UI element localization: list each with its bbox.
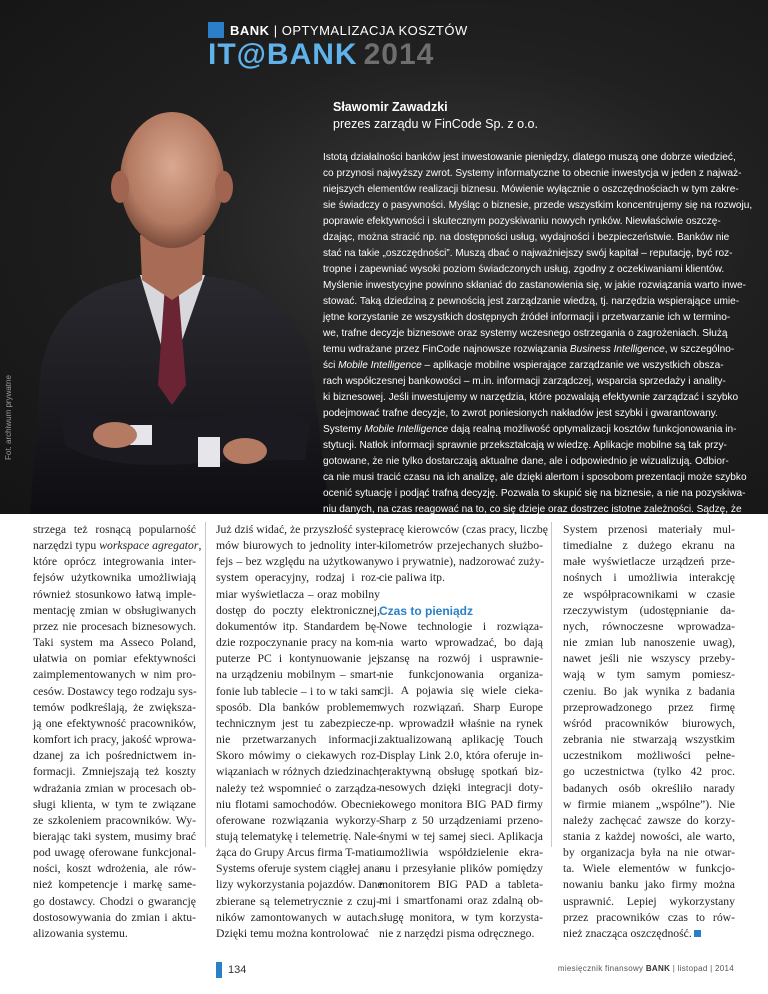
text-line: pod uwagę oferowane funkcjonal- xyxy=(33,846,196,860)
text-line: stują telematykę i telemetrię. Nale- xyxy=(216,829,380,843)
text-line: ze szkoleniem pracowników. Wy- xyxy=(33,813,196,827)
text-line: oferowane rozwiązania wykorzy- xyxy=(216,813,380,827)
quote-line: rach współczesnej bankowości – m.in. informacji zarządczej, wsparcia sprzedaży i anality- xyxy=(323,376,726,387)
text-line: nia warto wprowadzać, bo dają xyxy=(379,635,543,649)
text-line: dostęp do poczty elektronicznej, xyxy=(216,603,380,617)
text-line: puterze PC i kontynuowanie jej xyxy=(216,652,380,666)
text-line: miar wyświetlacza – oraz mobilny xyxy=(216,587,380,601)
text-line: nośnych i umożliwia interakcję xyxy=(563,571,735,585)
text-line: go uczestnictwa (tylko 42 proc. xyxy=(563,765,735,779)
quote-line: dzając, można stracić np. na dostępności usług, wydajności i bezpieczeństwie. Banków nie xyxy=(323,232,730,243)
text-line: śnymi w tej samej sieci. Aplikacja xyxy=(379,829,543,843)
text-line: szansę na rozwój i usprawnie- xyxy=(379,652,543,666)
text-line: pracę kierowców (czas pracy, liczbę xyxy=(379,523,548,536)
quote-line: we, trafne decyzje biznesowe oraz systemy wczesnego ostrzegania o zagrożeniach. Służą xyxy=(323,328,728,339)
quote-line: tropne i zapewniać wysoki poziom świadczonych usług, zgodny z oczekiwaniami klientów. xyxy=(323,264,725,275)
text-line: wiązaniach w różnych dziedzinach, xyxy=(216,765,383,779)
text-line: przez pracowników czas to rów- xyxy=(563,910,735,924)
text-line: wśród pracowników biurowych, xyxy=(563,716,735,730)
magazine-brand: BANK xyxy=(645,964,671,973)
text-line: wo i prywatnie), nadzorować zuży- xyxy=(379,555,545,569)
text-line: alizowania systemu. xyxy=(33,926,128,940)
text-line: badanych osób określiło narady xyxy=(563,781,735,795)
text-line: stania z każdej nowości, ale warto, xyxy=(563,829,735,843)
text-line: kowego monitora BIG PAD firmy xyxy=(379,797,543,811)
quote-line: niejszych elementów realizacji biznesu. Mówienie wyłącznie o oszczędnościach w tym zakre- xyxy=(323,184,739,195)
quote-line: temu wdrażane przez FinCode najnowsze rozwiązania Business Intelligence, w szczególno- xyxy=(323,344,735,355)
quote-line: Myślenie inwestycyjne powinno skłaniać do zastanowienia się, w jakie rozwiązania warto inwe- xyxy=(323,280,747,291)
text-line: lizy wykorzystania pojazdów. Dane xyxy=(216,878,383,892)
quote-line: sie świadczy o pasywności. Myśląc o biznesie, przede wszystkim koncentrujemy się na rozwoju, xyxy=(323,200,753,211)
text-line: zaimplementowanych w nim pro- xyxy=(33,668,196,682)
text-line: usprawnić. Lepiej wykorzystany xyxy=(563,894,735,908)
text-line: nowaniu banku jako firmy można xyxy=(563,878,735,892)
article-column-1 xyxy=(33,522,202,942)
text-line: na urządzeniu mobilnym – smart- xyxy=(216,668,380,682)
quote-line: stytucji. Natłok informacji sprawnie przekształcają w wiedzę. Aplikacje mobilne są tak przy- xyxy=(323,440,727,451)
text-line: ją one efektywność pracowników, xyxy=(33,716,196,730)
author-name: Sławomir Zawadzki xyxy=(333,100,448,114)
text-line: nu i przesyłanie plików pomiędzy xyxy=(379,862,543,876)
text-line: ta. Wiele elementów w funkcjo- xyxy=(563,862,735,876)
quote-line: ki biznesowej. Jeśli inwestujemy w narzędzia, które pozwalają efektywnie zarządzać i szybko xyxy=(323,392,739,403)
text-line: technicznym jest tu zabezpiecze- xyxy=(216,716,380,730)
photo-credit: Fot. archiwum prywatne xyxy=(4,375,13,460)
text-line: cie paliwa itp. xyxy=(379,571,445,585)
text-line: Skoro mówimy o ciekawych roz- xyxy=(216,749,380,763)
text-line: Taki system ma Asseco Poland, xyxy=(33,636,196,650)
running-footer xyxy=(558,964,734,973)
page-number-marker xyxy=(216,962,222,978)
text-line: uczestnikom możliwości pełne- xyxy=(563,749,735,763)
text-line: nie przetwarzanych informacji. xyxy=(216,733,380,747)
text-line: dzanej za ich pośrednictwem in- xyxy=(33,749,196,763)
text-line: przeprowadzonego przez firmę xyxy=(563,700,735,714)
text-line: dostosowywania do zmian i aktu- xyxy=(33,910,196,924)
text-line: np. wprowadził właśnie na rynek xyxy=(379,716,543,730)
text-line: nie funkcjonowania organiza- xyxy=(379,668,543,682)
section-heading: Czas to pieniądz xyxy=(379,603,474,618)
text-line: nesowych dzięki integracji doty- xyxy=(379,781,543,795)
text-line: temów podkreślają, że zwiększa- xyxy=(33,700,196,714)
text-line: teraktywną obsługę spotkań biz- xyxy=(379,765,543,779)
text-line: fejsów użytkownika umożliwiają xyxy=(33,571,196,585)
text-line: Nowe technologie i rozwiąza- xyxy=(379,619,543,633)
text-line: monitorem BIG PAD a tableta- xyxy=(379,878,543,892)
text-line: Już dziś widać, że przyszłość syste- xyxy=(216,523,383,536)
text-line: zbierane są telemetrycznie z czuj- xyxy=(216,894,380,908)
text-line: wych rozwiązań. Sharp Europe xyxy=(379,700,543,714)
quote-line: jętne korzystanie ze wszystkich dostępnych źródeł informacji i przetwarzanie ich w termino- xyxy=(323,312,731,323)
quote-line: ca nie musi tracić czasu na ich analizę, ale dzięki alertom i sposobom prezentacji może szybko xyxy=(323,472,747,483)
article-column-3 xyxy=(379,522,548,942)
text-line: narzędzi typu workspace agregator, xyxy=(33,539,202,553)
text-line: ułatwia on pomiar efektywności xyxy=(33,652,196,666)
text-line: dokumentów itp. Standardem bę- xyxy=(216,619,380,633)
text-line: nie z narzędzi pisma odręcznego. xyxy=(379,926,535,940)
article-column-2 xyxy=(216,522,384,942)
text-line: formacji. Zmniejszają też koszty xyxy=(33,765,196,779)
text-line: sługi klienta, w tym te związane xyxy=(33,797,196,811)
text-line: fejs – bez względu na użytkowany xyxy=(216,555,380,569)
text-line: nych, równoczesne wprowadza- xyxy=(563,619,735,633)
article-end-icon xyxy=(694,930,701,937)
text-line: wają w tym samym pomiesz- xyxy=(563,668,735,682)
text-line: należy też wspomnieć o zarządza- xyxy=(216,781,380,795)
text-line: wdrażania zmian w procesach ob- xyxy=(33,781,196,795)
section-separator: | xyxy=(273,22,278,38)
column-divider xyxy=(205,522,206,847)
text-line: ności, koszt wdrożenia, ale rów- xyxy=(33,862,196,876)
text-line: czeniu. Bo jak wynika z badania xyxy=(563,684,735,698)
page-number xyxy=(216,962,246,978)
text-line: nawet jeśli nie wszyscy przeby- xyxy=(563,652,735,666)
article-column-4 xyxy=(563,522,735,942)
text-line: sługę monitora, w tym korzysta- xyxy=(379,910,543,924)
text-line: cji. A pojawia się wiele cieka- xyxy=(379,684,543,698)
text-line: zaktualizowaną aplikację Touch xyxy=(379,732,543,746)
quote-line: ocenić sytuację i podjąć trafną decyzję. Pozwala to skupić się na biznesie, a nie na pozyskiwa- xyxy=(323,488,746,499)
text-line: żąca do Grupy Arcus firma T-matic xyxy=(216,846,382,860)
text-line: mów biurowych to jednolity inter- xyxy=(216,539,380,553)
quote-line: Istotą działalności banków jest inwestowanie pieniędzy, dlatego muszą one dobrze wiedzieć, xyxy=(323,152,736,163)
column-divider xyxy=(551,522,552,847)
quote-line: Systemy Mobile Intelligence dają realną możliwość optymalizacji kosztów funkcjonowania in- xyxy=(323,424,737,435)
text-line: Display Link 2.0, która oferuje in- xyxy=(379,749,543,763)
text-line: mentację zmian w obsługiwanych xyxy=(33,603,196,617)
text-line: małe wyświetlacze urządzeń prze- xyxy=(563,555,735,569)
text-line: w firmie mianem „wspólne”). Nie xyxy=(563,797,735,811)
text-line: nież kompetencje i markę same- xyxy=(33,878,196,892)
section-title xyxy=(230,23,468,38)
text-line: Sharp z 50 urządzeniami przeno- xyxy=(379,813,543,827)
event-logo xyxy=(208,38,434,72)
quote-line: niu danych, na czas reagować na to, co się dzieje oraz dostrzec istotne zależności. Sądzę, że xyxy=(323,504,742,514)
text-line: system operacyjny, rodzaj i roz- xyxy=(216,571,380,585)
quote-line: ści Mobile Intelligence – aplikacje mobilne wspierające zarządzanie we wszystkich obsza- xyxy=(323,360,724,371)
text-line: timedialne z dużego ekranu na xyxy=(563,539,735,553)
section-name: BANK xyxy=(230,22,270,38)
author-role: prezes zarządu w FinCode Sp. z o.o. xyxy=(333,117,538,131)
section-topic: OPTYMALIZACJA KOSZTÓW xyxy=(281,22,468,38)
text-line: bierając taki system, musimy brać xyxy=(33,829,196,843)
author-portrait xyxy=(20,75,340,514)
event-logo-year: 2014 xyxy=(363,38,435,71)
text-line: cesów. Dostawcy tego rodzaju sys- xyxy=(33,684,197,698)
text-line: ników zamontowanych w autach. xyxy=(216,910,380,924)
text-line: które oprócz integrowania inter- xyxy=(33,555,196,569)
text-line: Dzięki temu można kontrolować xyxy=(216,926,369,940)
text-line: należy zachęcać zawsze do korzy- xyxy=(563,813,735,827)
quote-line: poprawie efektywności i skutecznym pozyskiwaniu nowych rynków. Niewłaściwie oszczę- xyxy=(323,216,721,227)
event-logo-name: IT@BANK xyxy=(208,38,358,71)
text-line: strzega też rosnącą popularność xyxy=(33,523,196,536)
column-3-intro xyxy=(379,522,548,587)
quote-line: podejmować trafne decyzje, to zwrot poniesionych nakładów jest szybki i gwarantowany. xyxy=(323,408,718,419)
text-line: zebrania nie stwarzają wszystkim xyxy=(563,733,735,747)
section-marker-icon xyxy=(208,22,224,38)
page-number-text: 134 xyxy=(228,964,247,976)
text-line: również stosunkowo łatwą imple- xyxy=(33,587,196,601)
text-line: sposób. Dla banków problemem xyxy=(216,700,380,714)
text-line: komfort ich pracy, jakość wprowa- xyxy=(33,733,197,747)
quote-line: stować. Taką dziedziną z pewnością jest zarządzanie wiedzą, tj. narzędzia wspierające umie- xyxy=(323,296,740,307)
text-line: by organizacja była na nie otwar- xyxy=(563,846,735,860)
text-line: niu flotami samochodów. Obecnie xyxy=(216,797,380,811)
text-line: dzie rozpoczynanie pracy na kom- xyxy=(216,636,380,650)
text-line: Systems oferuje system ciągłej ana- xyxy=(216,862,384,876)
quote-line: gotowane, że nie tylko dostarczają aktualne dane, ale i odpowiednio je wizualizują. Odbior- xyxy=(323,456,729,467)
text-line: fonie lub tablecie – i to w taki sam xyxy=(216,684,380,698)
text-line: umożliwia współdzielenie ekra- xyxy=(379,845,543,859)
text-line: System przenosi materiały mul- xyxy=(563,523,735,536)
text-line: nie zmian lub nanoszenie uwag), xyxy=(563,636,735,650)
text-line: przez nie procesach biznesowych. xyxy=(33,619,196,633)
text-line: mi i smartfonami oraz zdalną ob- xyxy=(379,894,543,908)
magazine-prefix: miesięcznik finansowy xyxy=(557,964,644,973)
text-line: nież znacząca oszczędność. xyxy=(563,926,735,942)
text-line: go dostawcy. Chodzi o gwarancję xyxy=(33,894,196,908)
quote-line: stać na takie „oszczędności”. Muszą dbać o najważniejszy swój kapitał – reputację, być roz- xyxy=(323,248,733,259)
pull-quote xyxy=(323,150,753,514)
text-line: rzeczywistym (udostępnianie da- xyxy=(563,603,735,617)
text-line: kilometrów przejechanych służbo- xyxy=(379,539,543,553)
column-3-body xyxy=(379,619,543,942)
text-line: ze współpracownikami w czasie xyxy=(563,587,735,601)
quote-line: co przynosi najwyższy zwrot. Systemy informatyczne to obecnie inwestycja w jeden z najważ- xyxy=(323,168,742,179)
issue-info: | listopad | 2014 xyxy=(672,964,734,973)
